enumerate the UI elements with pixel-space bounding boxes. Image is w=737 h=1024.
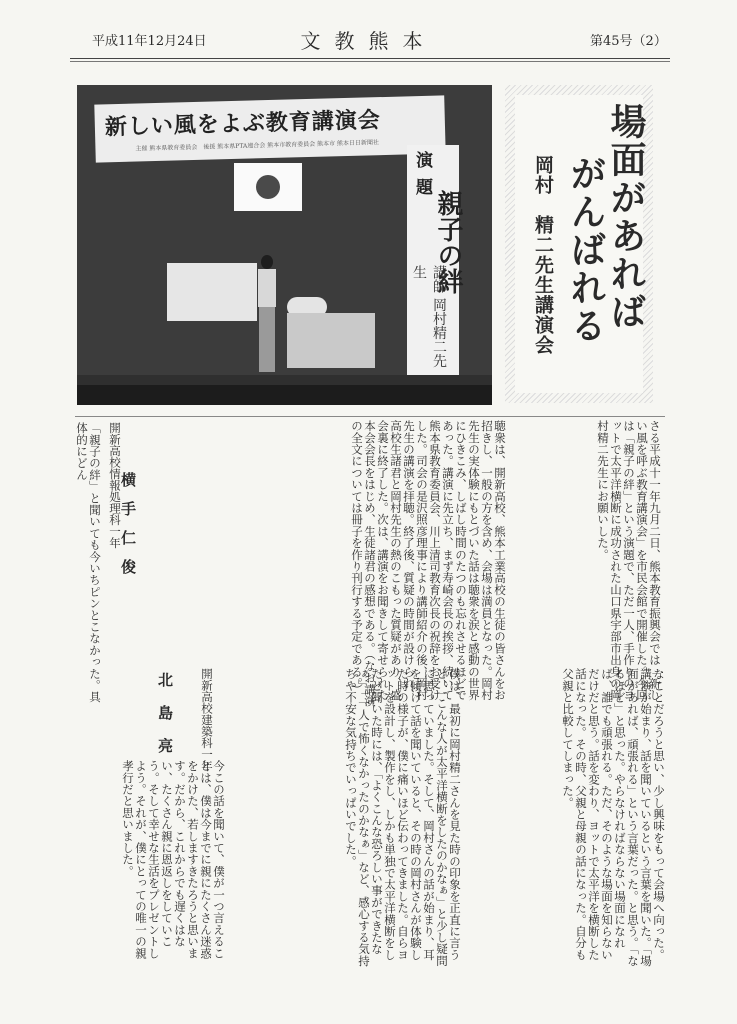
headline-box (505, 85, 653, 403)
headline-subtitle: 岡村 精二先生講演会 (532, 155, 554, 355)
header-rule (70, 58, 670, 59)
lecture-title-board (407, 145, 463, 380)
lecturer-figure (255, 255, 279, 375)
headline-line1: 場面があれば (605, 103, 646, 331)
lecturer-name: 講師 岡村精二先生 (411, 265, 447, 368)
japan-flag-icon (234, 163, 302, 211)
student-b-text-end: 今この話を聞いて、僕が一つ言えることは、僕は今までに親にたくさん迷惑をかけた、若しますきたろうと思います。だから、これからでも遅くはない、たくさん親に恩返しをしていこう。そして幸せな生活をプレゼントしよう。それが、僕にとっての唯一の親孝行だと思いました。 (121, 760, 226, 959)
headline-line2: がんばれる (565, 155, 606, 345)
event-banner (94, 95, 445, 162)
newspaper-title: 文教熊本 (300, 29, 437, 53)
podium (287, 313, 375, 368)
header-date: 平成11年12月24日 (92, 34, 207, 49)
student-a-text-start: 「親子の絆」と聞いても今いちピンとこなかった。具体的にどん (75, 422, 102, 703)
student-a-name: 横手仁俊 (119, 472, 137, 588)
byline-student-a: 開新高校情報処理科一年 (108, 422, 122, 549)
student-b-text: 僕は、最初に岡村精二さんを見た時の印象を正直に言うと、「こんな人が太平洋横断をしたのかなぁ」と少し疑問に思っていました。そして、岡村さんの話が始まり、耳を傾けて話を聞いていると、その時の岡村さんが体験した時の様子が、僕に痛いほど伝わってきました。自らヨットを設計し、製作をし、しかも単独で太平洋横断をしたと聞いた時には、「よくこんな恐ろしい事ができたなぁ」「一人で怖くなかったのかなぁ」など、感心する気持ちや不安な気持ちでいっぱいでした。 (344, 668, 462, 967)
header-rule-thin (70, 61, 670, 62)
stage-screen (167, 263, 257, 321)
article-intro: さる平成十一年九月二日、熊本教育振興会では「新しい風を呼ぶ教育講演会」を市民会館で開催した。今回は「親子の絆」という演題で、ただ一人、手作りのヨットで太平洋横断に成功された山口県宇部市出身の岡村精二先生にお願いした。 (596, 420, 662, 701)
student-a-text: なことだろうと思い、少し興味をもって会場へ向った。講演が始まり、話を聞いているという言葉を聞いた。「場面があれば、頑張れる」という言葉だった。と思う。「なるほど」と思った。やらなければならない場面になれば、誰でも頑張れる。ただ、そのような場面を知らないだけだと思う。話を変わり、ヨットで太平洋を横断した話になった。その時、父親と母親の話になった。自分も父親と比較してしまった。 (561, 668, 666, 967)
issue-number: 第45号（2） (590, 34, 667, 49)
student-b-name: 北島亮 (156, 672, 174, 771)
banner-title: 新しい風をよぶ教育講演会 (104, 107, 382, 141)
byline-student-b: 開新高校建築科一年 (200, 668, 214, 772)
banner-sponsors: 主催 熊本県教育委員会 後援 熊本県PTA連合会 熊本市教育委員会 熊本市 熊本日日新聞社 (135, 139, 380, 153)
lecture-label: 演題 (412, 151, 432, 205)
lecture-photo (77, 85, 492, 405)
section-divider (75, 416, 665, 417)
audience (77, 385, 492, 405)
lecture-title: 親子の絆 (433, 190, 463, 294)
article-body: 聴衆は、開新高校、熊本工業高校の生徒の皆さんをお招きし、一般の方を含め、会場は満員となった。岡村先生の実体験にもとづいた話は聴衆を涙と感動の世界にひきこみ、しばし時間のたつのも忘れさせるほどであった。講演に先立ち、まず寿崎会長の挨拶、続いて熊本県教育委員会、川上清司教育次長の祝辞をお受けした。司会の是沢照彦理事により講師紹介の後、岡村先生の講演を拝聴。終了後、質疑の時間が設けられ、高校生諸君と岡村先生の熱のこもった質疑があり、盛会裏に終了した。次は、講演をお聞きして寄せられた本会会長をはじめ、生徒諸君の感想である。（なお講演の全文については冊子を作り刊行する予定である。） (350, 420, 507, 707)
